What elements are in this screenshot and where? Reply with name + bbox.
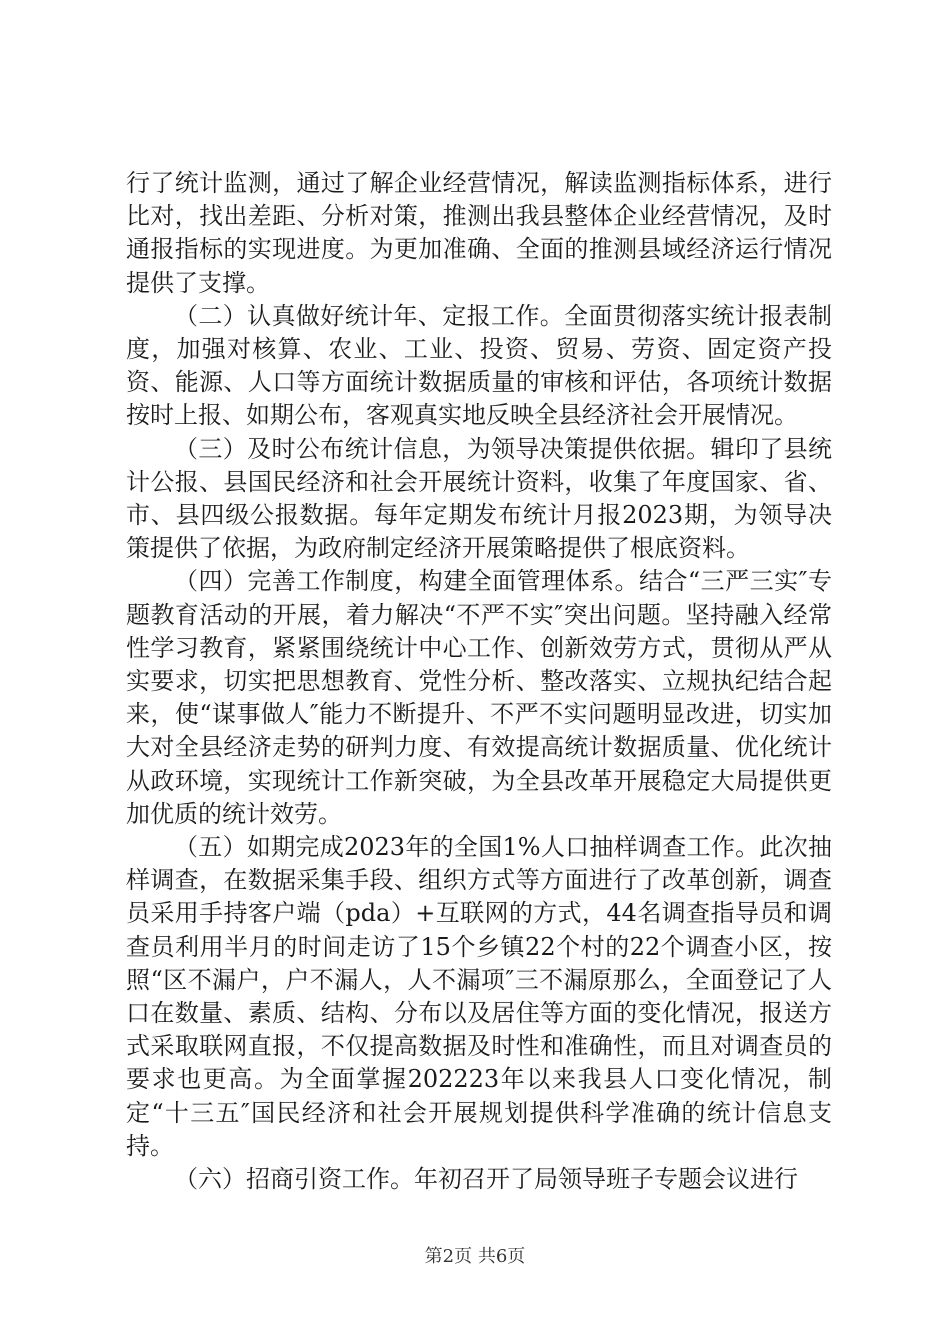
paragraph-section-4: （四）完善工作制度，构建全面管理体系。结合“三严三实″专题教育活动的开展，着力解决“不严不实″突出问题。坚持融入经常性学习教育，紧紧围绕统计中心工作、创新效劳方式，贯彻从严从实要求，切实把思想教育、党性分析、整改落实、立规执纪结合起来，使“谋事做人″能力不断提升、不严不实问题明显改进，切实加大对全县经济走势的研判力度、有效提高统计数据质量、优化统计从政环境，实现统计工作新突破，为全县改革开展稳定大局提供更加优质的统计效劳。 bbox=[126, 567, 832, 828]
document-body bbox=[126, 167, 832, 1196]
page-footer: 第2页 共6页 bbox=[424, 1246, 526, 1267]
paragraph-section-2: （二）认真做好统计年、定报工作。全面贯彻落实统计报表制度，加强对核算、农业、工业、投资、贸易、劳资、固定资产投资、能源、人口等方面统计数据质量的审核和评估，各项统计数据按时上报、如期公布，客观真实地反映全县经济社会开展情况。 bbox=[126, 301, 832, 430]
paragraph-section-3: （三）及时公布统计信息，为领导决策提供依据。辑印了县统计公报、县国民经济和社会开展统计资料，收集了年度国家、省、市、县四级公报数据。每年定期发布统计月报2023期，为领导决策提供了依据，为政府制定经济开展策略提供了根底资料。 bbox=[126, 434, 832, 563]
paragraph-section-5: （五）如期完成2023年的全国1%人口抽样调查工作。此次抽样调查，在数据采集手段、组织方式等方面进行了改革创新，调查员采用手持客户端（pda）+互联网的方式，44名调查指导员和调查员利用半月的时间走访了15个乡镇22个村的22个调查小区，按照“区不漏户，户不漏人，人不漏项″三不漏原那么，全面登记了人口在数量、素质、结构、分布以及居住等方面的变化情况，报送方式采取联网直报，不仅提高数据及时性和准确性，而且对调查员的要求也更高。为全面掌握202223年以来我县人口变化情况，制定“十三五″国民经济和社会开展规划提供科学准确的统计信息支持。 bbox=[126, 833, 832, 1160]
paragraph-continuation: 行了统计监测，通过了解企业经营情况，解读监测指标体系，进行比对，找出差距、分析对策，推测出我县整体企业经营情况，及时通报指标的实现进度。为更加准确、全面的推测县域经济运行情况提供了支撑。 bbox=[126, 169, 832, 297]
paragraph-section-6: （六）招商引资工作。年初召开了局领导班子专题会议进行 bbox=[174, 1165, 798, 1194]
